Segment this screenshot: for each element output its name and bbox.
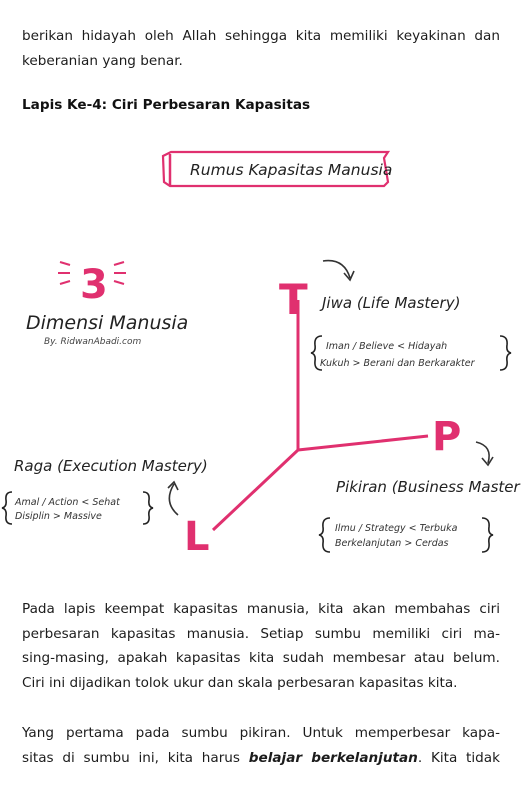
title-box-text: Rumus Kapasitas Manusia [190, 161, 393, 179]
top-paragraph [22, 24, 500, 73]
text-line: keberanian yang benar. [22, 52, 183, 69]
pikiran-line-1: Ilmu / Strategy < Terbuka [335, 523, 458, 534]
axis-p-letter: P [432, 414, 462, 460]
byline: By. RidwanAbadi.com [44, 337, 142, 347]
title-box [163, 152, 392, 186]
text-line: perbesaran kapasitas manusia. Setiap sumbu memiliki ciri ma- [22, 625, 500, 642]
dimensi-label: Dimensi Manusia [26, 312, 189, 334]
body-paragraph-1 [22, 597, 500, 695]
axis-t-letter: T [279, 275, 308, 324]
section-heading: Lapis Ke-4: Ciri Perbesaran Kapasitas [22, 97, 311, 113]
jiwa-line-2: Kukuh > Berani dan Berkarakter [320, 358, 475, 369]
pikiran-title: Pikiran (Business Master [336, 478, 520, 496]
big-three [58, 262, 126, 308]
curved-arrow-icon [323, 261, 354, 280]
curved-arrow-icon [476, 442, 493, 465]
emphasis-text: belajar berkelanjutan [248, 749, 418, 766]
text-line: sing-masing, apakah kapasitas kita sudah membesar atau belum. [22, 650, 500, 666]
text-line [22, 746, 500, 771]
big-three-number: 3 [80, 262, 108, 308]
axis-l-letter: L [184, 514, 210, 560]
curved-arrow-icon [168, 482, 178, 515]
jiwa-title: Jiwa (Life Mastery) [322, 294, 461, 312]
body-paragraph-2 [22, 721, 500, 770]
text-line: Pada lapis keempat kapasitas manusia, kita akan membahas ciri [22, 601, 500, 617]
raga-title: Raga (Execution Mastery) [14, 457, 208, 475]
raga-line-1: Amal / Action < Sehat [15, 497, 120, 508]
text-line: Yang pertama pada sumbu pikiran. Untuk memperbesar kapa- [22, 725, 500, 741]
raga-line-2: Disiplin > Massive [15, 511, 102, 522]
text-segment: sitas di sumbu ini, kita harus [22, 749, 249, 766]
text-segment: . Kita tidak [417, 749, 500, 766]
text-line: Ciri ini dijadikan tolok ukur dan skala perbesaran kapasitas kita. [22, 674, 458, 691]
capacity-diagram [0, 140, 527, 580]
jiwa-line-1: Iman / Believe < Hidayah [326, 341, 448, 352]
pikiran-line-2: Berkelanjutan > Cerdas [335, 538, 449, 549]
text-line: berikan hidayah oleh Allah sehingga kita memiliki keyakinan dan [22, 28, 500, 44]
